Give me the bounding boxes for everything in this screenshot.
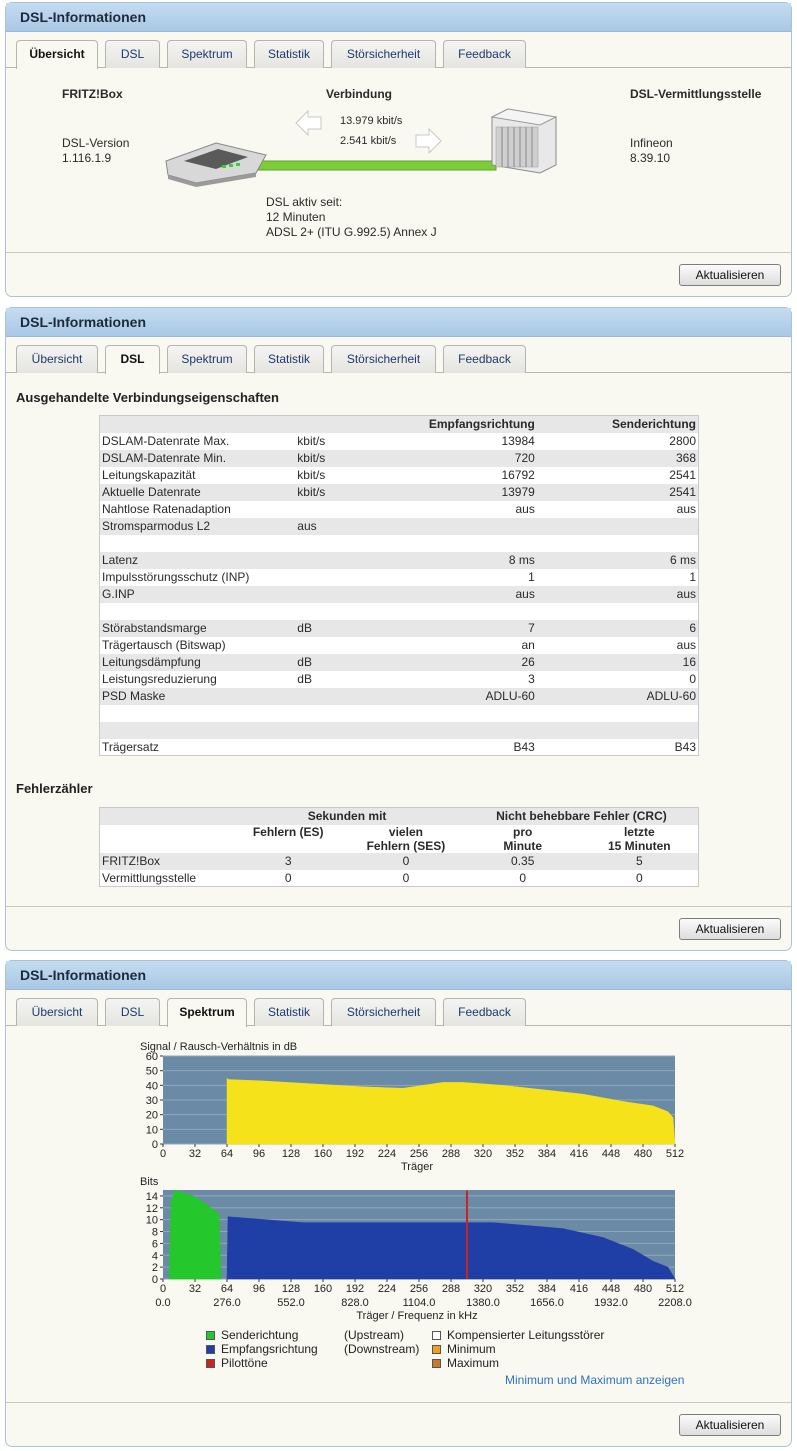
prop-unit: dB <box>297 655 312 669</box>
prop-label <box>100 722 296 739</box>
prop-label: Aktuelle Datenrate <box>102 485 201 499</box>
table-row <box>100 467 699 484</box>
prop-value-down: 13979 <box>501 485 535 499</box>
table-row <box>100 450 699 467</box>
prop-value-up <box>537 722 699 739</box>
bits-xtick-label: 320 <box>473 1283 493 1295</box>
prop-unit: kbit/s <box>297 434 326 448</box>
prop-value-up: aus <box>676 587 696 601</box>
error-counter-title: Fehlerzähler <box>16 781 93 796</box>
bits-xtick-label: 448 <box>601 1283 621 1295</box>
prop-value-up: 16 <box>682 655 696 669</box>
bits-freq-tick-label: 0.0 <box>155 1297 171 1309</box>
legend-maximum <box>432 1356 499 1370</box>
panel-title: DSL-Informationen <box>6 3 791 32</box>
bits-xtick-label: 384 <box>537 1283 557 1295</box>
prop-value-up: 6 ms <box>669 553 696 567</box>
err-value-l15: 5 <box>635 854 643 868</box>
snr-chart-title: Signal / Rausch-Verhältnis in dB <box>140 1041 298 1053</box>
prop-value-down: 13984 <box>501 434 535 448</box>
connection-graphic <box>156 103 556 193</box>
prop-unit <box>295 569 381 586</box>
snr-xtick-label: 320 <box>473 1148 493 1160</box>
bits-xtick-label: 32 <box>188 1283 202 1295</box>
err-col-ses <box>347 825 465 853</box>
legend-compensated <box>432 1328 604 1342</box>
prop-label: G.INP <box>102 587 135 601</box>
err-col-l15-line1: letzte <box>623 824 655 839</box>
bits-xtick-label: 96 <box>252 1283 266 1295</box>
prop-value-down <box>381 535 537 552</box>
bits-ytick-label: 8 <box>151 1226 158 1239</box>
err-col-pm-line1: pro <box>513 824 533 839</box>
snr-ytick-label: 40 <box>145 1080 158 1093</box>
tab-statistik[interactable]: Statistik <box>254 40 324 68</box>
prop-value-down: 8 ms <box>508 553 535 567</box>
bits-chart-title: Bits <box>140 1176 159 1188</box>
prop-value-up: 6 <box>689 621 696 635</box>
prop-header-row <box>100 416 699 433</box>
tab-dsl[interactable]: DSL <box>105 998 160 1026</box>
tab-feedback[interactable]: Feedback <box>443 40 526 68</box>
table-row <box>100 552 699 569</box>
dsl-info-panel-overview <box>5 2 792 297</box>
prop-unit: kbit/s <box>297 451 326 465</box>
downstream-rate: 13.979 kbit/s <box>340 115 403 127</box>
prop-unit <box>295 705 381 722</box>
snr-xtick-label: 192 <box>345 1148 365 1160</box>
snr-xtick-label: 512 <box>665 1148 685 1160</box>
tab-statistik[interactable]: Statistik <box>254 345 324 373</box>
bits-xtick-label: 192 <box>345 1283 365 1295</box>
error-row-dslam <box>100 870 699 887</box>
tab-bar <box>6 990 791 1026</box>
err-value-l15: 0 <box>635 870 643 885</box>
refresh-button[interactable]: Aktualisieren <box>679 918 781 940</box>
legend-compensated-label: Kompensierter Leitungsstörer <box>447 1328 605 1342</box>
dsl-active-since-value: 12 Minuten <box>266 210 326 224</box>
tab-spektrum[interactable]: Spektrum <box>167 345 247 373</box>
tab-uebersicht[interactable]: Übersicht <box>16 998 98 1026</box>
legend-downstream-label: Empfangsrichtung <box>221 1342 318 1356</box>
legend-downstream-swatch <box>206 1345 215 1354</box>
prop-unit <box>295 739 381 756</box>
spectrum-charts <box>126 1036 692 1326</box>
bits-xtick-label: 480 <box>633 1283 653 1295</box>
legend-upstream-label: Senderichtung <box>221 1328 299 1342</box>
fritzbox-router-icon <box>166 143 266 187</box>
connection-properties-table <box>99 415 699 756</box>
prop-value-up: 1 <box>689 570 696 584</box>
err-group-crc: Nicht behebbare Fehler (CRC) <box>496 809 667 824</box>
bits-freq-tick-label: 1104.0 <box>402 1297 436 1309</box>
snr-xtick-label: 224 <box>377 1148 397 1160</box>
prop-value-up <box>537 705 699 722</box>
prop-unit <box>295 586 381 603</box>
prop-value-up: 368 <box>675 451 696 465</box>
err-col-last15 <box>581 825 699 853</box>
bits-xtick-label: 416 <box>569 1283 589 1295</box>
prop-value-down: 1 <box>528 570 535 584</box>
spectrum-legend <box>206 1328 646 1376</box>
col-empfangsrichtung: Empfangsrichtung <box>428 417 535 432</box>
prop-value-up: 2541 <box>669 485 696 499</box>
prop-unit: aus <box>297 519 317 533</box>
legend-upstream-swatch <box>206 1331 215 1340</box>
err-value-es: 3 <box>284 854 292 868</box>
tab-stoersicherheit[interactable]: Störsicherheit <box>331 998 436 1026</box>
prop-label: Leistungsreduzierung <box>102 672 217 686</box>
table-row <box>100 586 699 603</box>
prop-unit: kbit/s <box>297 485 326 499</box>
prop-label: Leitungsdämpfung <box>102 655 201 669</box>
legend-downstream-note: (Downstream) <box>344 1342 420 1356</box>
table-row <box>100 654 699 671</box>
snr-xtick-label: 480 <box>633 1148 653 1160</box>
upstream-rate: 2.541 kbit/s <box>340 135 397 147</box>
bits-xtick-label: 256 <box>409 1283 429 1295</box>
snr-xtick-label: 128 <box>281 1148 301 1160</box>
err-row-label: FRITZ!Box <box>102 854 161 868</box>
prop-label: Impulsstörungsschutz (INP) <box>102 570 250 584</box>
prop-value-up: 0 <box>689 672 696 686</box>
err-value-pm: 0.35 <box>511 854 535 868</box>
tab-uebersicht[interactable]: Übersicht <box>16 40 98 69</box>
snr-ytick-label: 30 <box>145 1095 158 1107</box>
prop-label <box>100 705 296 722</box>
prop-label: DSLAM-Datenrate Max. <box>102 434 230 448</box>
table-row <box>100 739 699 756</box>
fritzbox-title: FRITZ!Box <box>62 87 123 101</box>
connection-properties-title: Ausgehandelte Verbindungseigenschaften <box>16 390 279 405</box>
error-counter-table <box>99 807 699 887</box>
table-row <box>100 620 699 637</box>
prop-label: Latenz <box>102 553 139 567</box>
prop-label: Leitungskapazität <box>102 468 196 482</box>
dslam-version: 8.39.10 <box>630 151 671 165</box>
legend-minimum-swatch <box>432 1345 441 1354</box>
prop-unit <box>295 637 381 654</box>
prop-unit <box>295 501 381 518</box>
bits-freq-tick-label: 828.0 <box>341 1297 369 1309</box>
err-col-es: Fehlern (ES) <box>252 824 324 839</box>
dslam-vendor: Infineon <box>630 136 673 150</box>
dsl-mode: ADSL 2+ (ITU G.992.5) Annex J <box>266 225 437 239</box>
legend-pilot-label: Pilottöne <box>221 1356 268 1370</box>
snr-ytick-label: 60 <box>145 1051 158 1063</box>
dsl-version-value: 1.116.1.9 <box>62 151 112 165</box>
show-minmax-link[interactable]: Minimum und Maximum anzeigen <box>505 1373 685 1387</box>
prop-label: Stromsparmodus L2 <box>102 519 211 533</box>
err-group-seconds: Sekunden mit <box>307 809 387 824</box>
err-col-pm-line2: Minute <box>503 838 543 853</box>
prop-unit <box>295 535 381 552</box>
legend-pilot-swatch <box>206 1359 215 1368</box>
prop-label: Nahtlose Ratenadaption <box>102 502 231 516</box>
bits-ytick-label: 2 <box>151 1262 158 1275</box>
table-row <box>100 705 699 722</box>
prop-unit <box>295 722 381 739</box>
tab-feedback[interactable]: Feedback <box>443 998 526 1026</box>
tab-bar <box>6 337 791 373</box>
snr-xtick-label: 256 <box>409 1148 429 1160</box>
snr-xtick-label: 64 <box>220 1148 234 1160</box>
dsl-info-panel-dsl <box>5 307 792 951</box>
table-row <box>100 535 699 552</box>
bits-xtick-label: 512 <box>665 1283 685 1295</box>
bits-xtick-label: 288 <box>441 1283 461 1295</box>
panel-footer <box>6 906 791 950</box>
prop-value-down: aus <box>515 502 535 516</box>
prop-label <box>100 603 296 620</box>
prop-value-down <box>381 518 537 535</box>
prop-value-down: 720 <box>514 451 535 465</box>
snr-x-axis-label: Träger <box>401 1161 433 1173</box>
snr-xtick-label: 32 <box>188 1148 202 1160</box>
bits-xtick-label: 160 <box>313 1283 333 1295</box>
bits-xtick-label: 64 <box>220 1283 234 1295</box>
dslam-title: DSL-Vermittlungsstelle <box>630 87 762 101</box>
err-value-pm: 0 <box>519 870 527 885</box>
prop-unit <box>295 552 381 569</box>
panel-title: DSL-Informationen <box>6 308 791 337</box>
table-row <box>100 433 699 450</box>
table-row <box>100 722 699 739</box>
err-col-ses-line2: Fehlern (SES) <box>366 838 446 853</box>
tab-feedback[interactable]: Feedback <box>443 345 526 373</box>
snr-xtick-label: 384 <box>537 1148 557 1160</box>
snr-xtick-label: 416 <box>569 1148 589 1160</box>
refresh-button[interactable]: Aktualisieren <box>679 1414 781 1436</box>
snr-xtick-label: 0 <box>159 1148 167 1160</box>
table-row <box>100 603 699 620</box>
bits-freq-tick-label: 552.0 <box>277 1297 305 1309</box>
tab-spektrum[interactable]: Spektrum <box>167 998 247 1027</box>
prop-value-up <box>537 603 699 620</box>
tab-spektrum[interactable]: Spektrum <box>167 40 247 68</box>
prop-value-up <box>537 535 699 552</box>
prop-label: Trägersatz <box>102 739 159 754</box>
error-row-fritzbox <box>100 853 699 870</box>
dsl-line-icon <box>236 161 496 170</box>
legend-compensated-swatch <box>432 1331 441 1340</box>
table-row <box>100 569 699 586</box>
snr-xtick-label: 288 <box>441 1148 461 1160</box>
legend-minimum <box>432 1342 496 1356</box>
table-row <box>100 637 699 654</box>
prop-unit <box>295 603 381 620</box>
snr-ytick-label: 10 <box>145 1124 158 1137</box>
prop-value-down: an <box>521 638 535 652</box>
err-row-label: Vermittlungsstelle <box>102 870 197 885</box>
snr-xtick-label: 352 <box>505 1148 525 1160</box>
prop-unit: dB <box>297 672 312 686</box>
bits-freq-tick-label: 2208.0 <box>658 1297 692 1309</box>
prop-value-down: ADLU-60 <box>485 689 535 703</box>
tab-uebersicht[interactable]: Übersicht <box>16 345 98 373</box>
tab-dsl[interactable]: DSL <box>105 345 160 374</box>
prop-label: DSLAM-Datenrate Min. <box>102 451 227 465</box>
prop-unit <box>295 688 381 705</box>
bits-freq-tick-label: 1656.0 <box>530 1297 564 1309</box>
arrow-right-icon <box>416 129 441 153</box>
bits-ytick-label: 12 <box>145 1202 158 1215</box>
prop-unit: kbit/s <box>297 468 326 482</box>
dslam-rack-icon <box>492 109 556 173</box>
tab-statistik[interactable]: Statistik <box>254 998 324 1026</box>
err-col-ses-line1: vielen <box>388 824 423 839</box>
prop-value-down <box>381 705 537 722</box>
bits-ytick-label: 0 <box>151 1274 158 1286</box>
bits-freq-tick-label: 1380.0 <box>466 1297 500 1309</box>
err-value-es: 0 <box>284 870 292 885</box>
prop-unit: dB <box>297 621 312 635</box>
legend-minimum-label: Minimum <box>447 1342 496 1356</box>
snr-ytick-label: 20 <box>145 1109 158 1122</box>
err-col-per-minute <box>465 825 581 853</box>
prop-label: PSD Maske <box>102 689 166 703</box>
prop-label: Trägertausch (Bitswap) <box>102 638 226 652</box>
arrow-left-icon <box>296 111 321 135</box>
prop-value-up: 2800 <box>669 434 696 448</box>
connection-title: Verbindung <box>326 87 392 101</box>
bits-ytick-label: 14 <box>145 1190 158 1203</box>
tab-bar <box>6 32 791 68</box>
snr-xtick-label: 448 <box>601 1148 621 1160</box>
bits-ytick-label: 6 <box>151 1238 158 1251</box>
prop-label: Störabstandsmarge <box>102 621 207 635</box>
prop-value-down <box>381 722 537 739</box>
snr-ytick-label: 0 <box>151 1139 158 1151</box>
dsl-info-panel-spectrum <box>5 960 792 1447</box>
panel-title: DSL-Informationen <box>6 961 791 990</box>
legend-upstream-note: (Upstream) <box>344 1328 405 1342</box>
legend-downstream <box>206 1342 318 1356</box>
dsl-version-label: DSL-Version <box>62 136 130 150</box>
prop-value-up: B43 <box>674 739 696 754</box>
prop-value-up: aus <box>676 502 696 516</box>
err-col-l15-line2: 15 Minuten <box>607 838 671 853</box>
prop-value-up: aus <box>676 638 696 652</box>
prop-value-up: 2541 <box>669 468 696 482</box>
tab-stoersicherheit[interactable]: Störsicherheit <box>331 40 436 68</box>
prop-value-down: 7 <box>528 621 535 635</box>
prop-label <box>100 535 296 552</box>
bits-x-axis-label: Träger / Frequenz in kHz <box>356 1310 478 1322</box>
prop-value-down: B43 <box>513 739 535 754</box>
prop-value-down: 26 <box>521 655 535 669</box>
table-row <box>100 484 699 501</box>
bits-ytick-label: 4 <box>151 1250 158 1263</box>
err-value-ses: 0 <box>402 854 410 868</box>
prop-value-up <box>537 518 699 535</box>
bits-ytick-label: 10 <box>145 1214 158 1227</box>
panel-footer <box>6 1402 791 1446</box>
table-row <box>100 501 699 518</box>
snr-ytick-label: 50 <box>145 1065 158 1078</box>
tab-stoersicherheit[interactable]: Störsicherheit <box>331 345 436 373</box>
bits-xtick-label: 128 <box>281 1283 301 1295</box>
legend-maximum-swatch <box>432 1359 441 1368</box>
prop-value-down <box>381 603 537 620</box>
prop-value-down: aus <box>515 587 535 601</box>
prop-value-down: 16792 <box>501 468 535 482</box>
snr-xtick-label: 160 <box>313 1148 333 1160</box>
legend-pilot <box>206 1356 268 1370</box>
bits-freq-tick-label: 276.0 <box>213 1297 241 1309</box>
bits-xtick-label: 352 <box>505 1283 525 1295</box>
tab-dsl[interactable]: DSL <box>105 40 160 68</box>
bits-xtick-label: 0 <box>159 1283 167 1295</box>
prop-value-down: 3 <box>528 672 535 686</box>
dsl-active-since-label: DSL aktiv seit: <box>266 195 343 209</box>
panel-footer <box>6 252 791 296</box>
table-row <box>100 688 699 705</box>
legend-upstream <box>206 1328 298 1342</box>
refresh-button[interactable]: Aktualisieren <box>679 264 781 286</box>
bits-freq-tick-label: 1932.0 <box>594 1297 628 1309</box>
bits-xtick-label: 224 <box>377 1283 397 1295</box>
prop-value-up: ADLU-60 <box>646 689 696 703</box>
legend-maximum-label: Maximum <box>447 1356 500 1370</box>
col-senderichtung: Senderichtung <box>611 417 696 432</box>
table-row <box>100 671 699 688</box>
snr-xtick-label: 96 <box>252 1148 266 1160</box>
error-header-row-2 <box>100 825 699 853</box>
table-row <box>100 518 699 535</box>
err-value-ses: 0 <box>402 870 410 885</box>
error-header-row-1 <box>100 808 699 825</box>
